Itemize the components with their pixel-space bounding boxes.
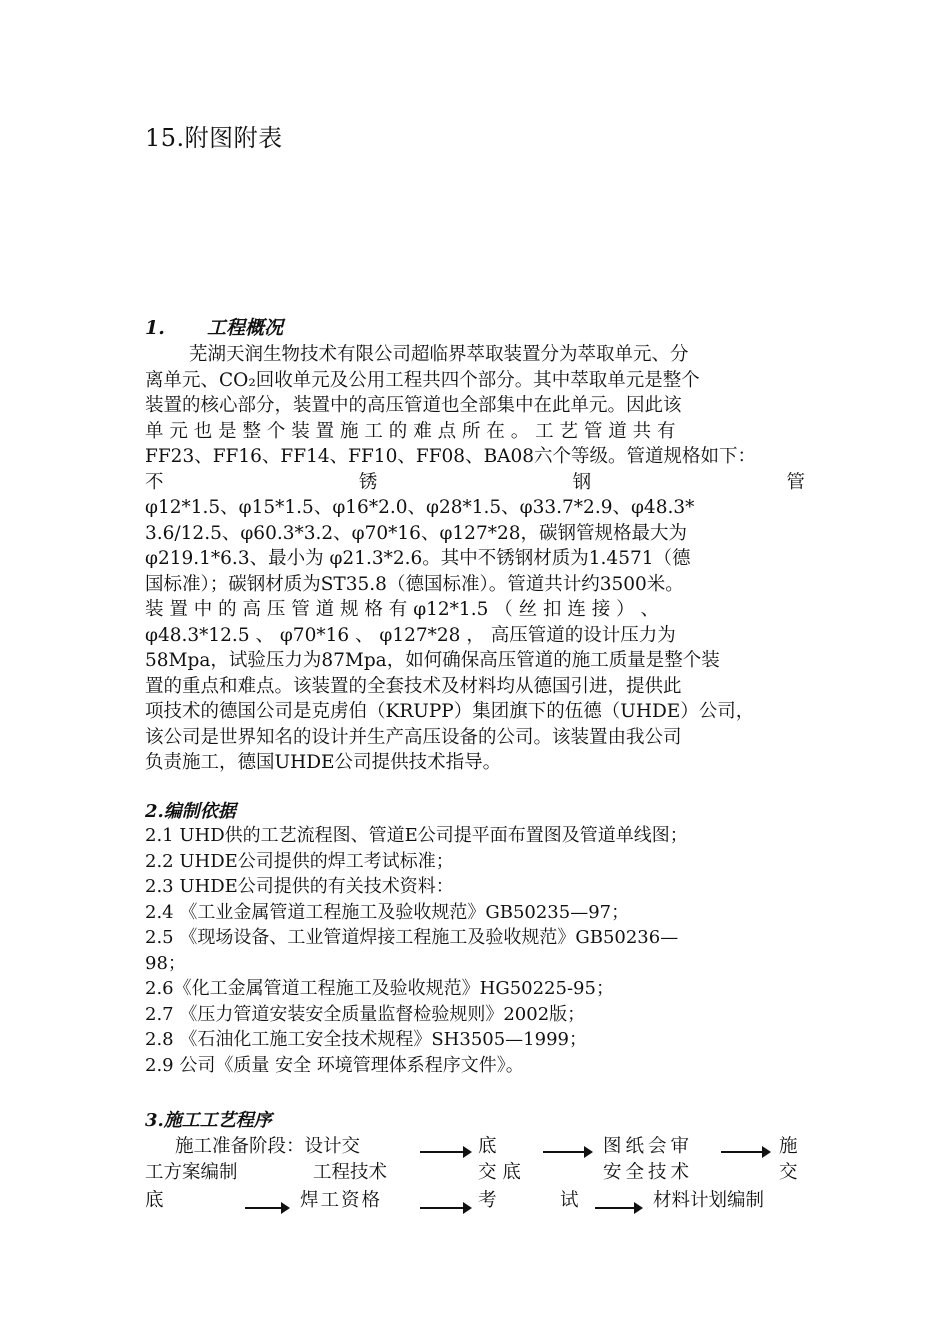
body-line: 装 置 中 的 高 压 管 道 规 格 有 φ12*1.5 （ 丝 扣 连 接 ） 、 bbox=[145, 599, 660, 620]
list-item: 2.1 UHD供的工艺流程图、管道E公司提平面布置图及管道单线图； bbox=[145, 825, 688, 846]
flow-step: 施 bbox=[779, 1136, 798, 1157]
body-line: 芜湖天润生物技术有限公司超临界萃取装置分为萃取单元、分 bbox=[189, 344, 689, 365]
flow-arrow-icon bbox=[721, 1146, 771, 1158]
body-line: 负责施工，德国UHDE公司提供技术指导。 bbox=[145, 752, 502, 773]
flow-step: 工方案编制 bbox=[145, 1162, 238, 1183]
list-item: 2.9 公司《质量 安全 环境管理体系程序文件》。 bbox=[145, 1054, 524, 1076]
list-item: 2.3 UHDE公司提供的有关技术资料： bbox=[145, 876, 454, 897]
body-line: φ219.1*6.3、最小为 φ21.3*2.6。其中不锈钢材质为1.4571（德 bbox=[145, 548, 691, 569]
section-1-heading bbox=[145, 313, 283, 340]
flow-arrow-icon bbox=[420, 1202, 472, 1214]
flow-step: 焊工资格 bbox=[300, 1190, 383, 1211]
section-1-title: 工程概况 bbox=[207, 317, 284, 339]
list-item: 2.7 《压力管道安装安全质量监督检验规则》2002版； bbox=[145, 1003, 586, 1025]
spread-word: 钢 bbox=[572, 471, 592, 493]
flow-step: 施工准备阶段：设计交 bbox=[175, 1136, 361, 1157]
flow-arrow-icon bbox=[543, 1146, 593, 1158]
flow-arrow-icon bbox=[245, 1202, 290, 1214]
flow-step: 交 bbox=[779, 1162, 798, 1183]
section-1-number: 1. bbox=[145, 317, 165, 339]
body-line: φ48.3*12.5 、 φ70*16 、 φ127*28 ， 高压管道的设计压力为 bbox=[145, 624, 676, 646]
appendix-heading: 15.附图附表 bbox=[145, 124, 283, 152]
flow-step: 试 bbox=[560, 1190, 579, 1211]
section-1-body bbox=[145, 342, 805, 776]
flow-step: 考 bbox=[478, 1190, 497, 1211]
list-item: 2.6《化工金属管道工程施工及验收规范》HG50225-95； bbox=[145, 978, 614, 999]
flow-step: 底 bbox=[145, 1190, 164, 1211]
flow-arrow-icon bbox=[420, 1146, 472, 1158]
section-3-heading: 3.施工工艺程序 bbox=[145, 1110, 272, 1131]
spread-word: 不 bbox=[145, 471, 164, 493]
body-line: 3.6/12.5、φ60.3*3.2、φ70*16、φ127*28，碳钢管规格最大为 bbox=[145, 522, 688, 544]
body-line: 国标准）；碳钢材质为ST35.8（德国标准）。管道共计约3500米。 bbox=[145, 573, 684, 595]
list-item: 98； bbox=[145, 952, 186, 974]
body-line-spread bbox=[145, 470, 805, 496]
flow-arrow-icon bbox=[595, 1202, 643, 1214]
flow-step: 工程技术 bbox=[313, 1162, 388, 1183]
body-line: 离单元、CO₂回收单元及公用工程共四个部分。其中萃取单元是整个 bbox=[145, 369, 700, 391]
list-item: 2.2 UHDE公司提供的焊工考试标准； bbox=[145, 850, 454, 872]
body-line: φ12*1.5、φ15*1.5、φ16*2.0、φ28*1.5、φ33.7*2.9、φ48.3* bbox=[145, 497, 695, 518]
flow-step: 材料计划编制 bbox=[653, 1190, 765, 1211]
process-flow bbox=[145, 1132, 805, 1222]
flow-step: 交 底 bbox=[478, 1162, 521, 1183]
list-item: 2.8 《石油化工施工安全技术规程》SH3505—1999； bbox=[145, 1029, 587, 1050]
body-line: 该公司是世界知名的设计并生产高压设备的公司。该装置由我公司 bbox=[145, 726, 682, 748]
body-line: 项技术的德国公司是克虏伯（KRUPP）集团旗下的伍德（UHDE）公司， bbox=[145, 701, 755, 722]
body-line: FF23、FF16、FF14、FF10、FF08、BA08六个等级。管道规格如下： bbox=[145, 446, 757, 467]
section-2-heading: 2.编制依据 bbox=[145, 801, 236, 822]
body-line: 装置的核心部分，装置中的高压管道也全部集中在此单元。因此该 bbox=[145, 395, 682, 416]
spread-word: 锈 bbox=[358, 471, 378, 493]
list-item: 2.5 《现场设备、工业管道焊接工程施工及验收规范》GB50236— bbox=[145, 927, 679, 948]
body-line: 单 元 也 是 整 个 装 置 施 工 的 难 点 所 在 。 工 艺 管 道 共 有 bbox=[145, 420, 676, 442]
body-line: 58Mpa，试验压力为87Mpa，如何确保高压管道的施工质量是整个装 bbox=[145, 650, 720, 671]
flow-step: 安全技术 bbox=[603, 1162, 694, 1183]
spread-word: 管 bbox=[786, 471, 805, 493]
flow-step: 底 bbox=[478, 1136, 497, 1157]
list-item: 2.4 《工业金属管道工程施工及验收规范》GB50235—97； bbox=[145, 901, 630, 923]
flow-step: 图纸会审 bbox=[603, 1136, 694, 1157]
body-line: 置的重点和难点。该装置的全套技术及材料均从德国引进，提供此 bbox=[145, 675, 682, 697]
section-2-list bbox=[145, 823, 825, 1078]
